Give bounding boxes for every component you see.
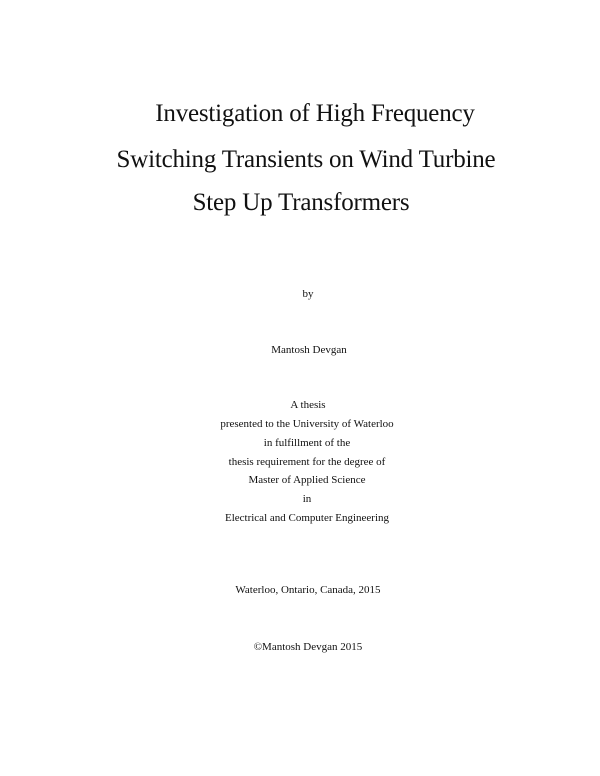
by-label: by: [302, 288, 314, 300]
place-and-year: Waterloo, Ontario, Canada, 2015: [235, 584, 381, 596]
copyright-notice: ©Mantosh Devgan 2015: [253, 641, 363, 653]
statement-line: Electrical and Computer Engineering: [224, 512, 390, 524]
thesis-title-line-2: Switching Transients on Wind Turbine: [116, 146, 496, 173]
statement-line: presented to the University of Waterloo: [220, 418, 394, 430]
thesis-title-line-1: Investigation of High Frequency: [155, 100, 475, 127]
statement-line: in: [302, 493, 312, 505]
thesis-title-line-3: Step Up Transformers: [192, 189, 410, 216]
statement-line: A thesis: [290, 399, 326, 411]
statement-line: thesis requirement for the degree of: [228, 456, 386, 468]
statement-line: in fulfillment of the: [263, 437, 351, 449]
statement-line: Master of Applied Science: [248, 474, 366, 486]
author-name: Mantosh Devgan: [271, 344, 347, 356]
